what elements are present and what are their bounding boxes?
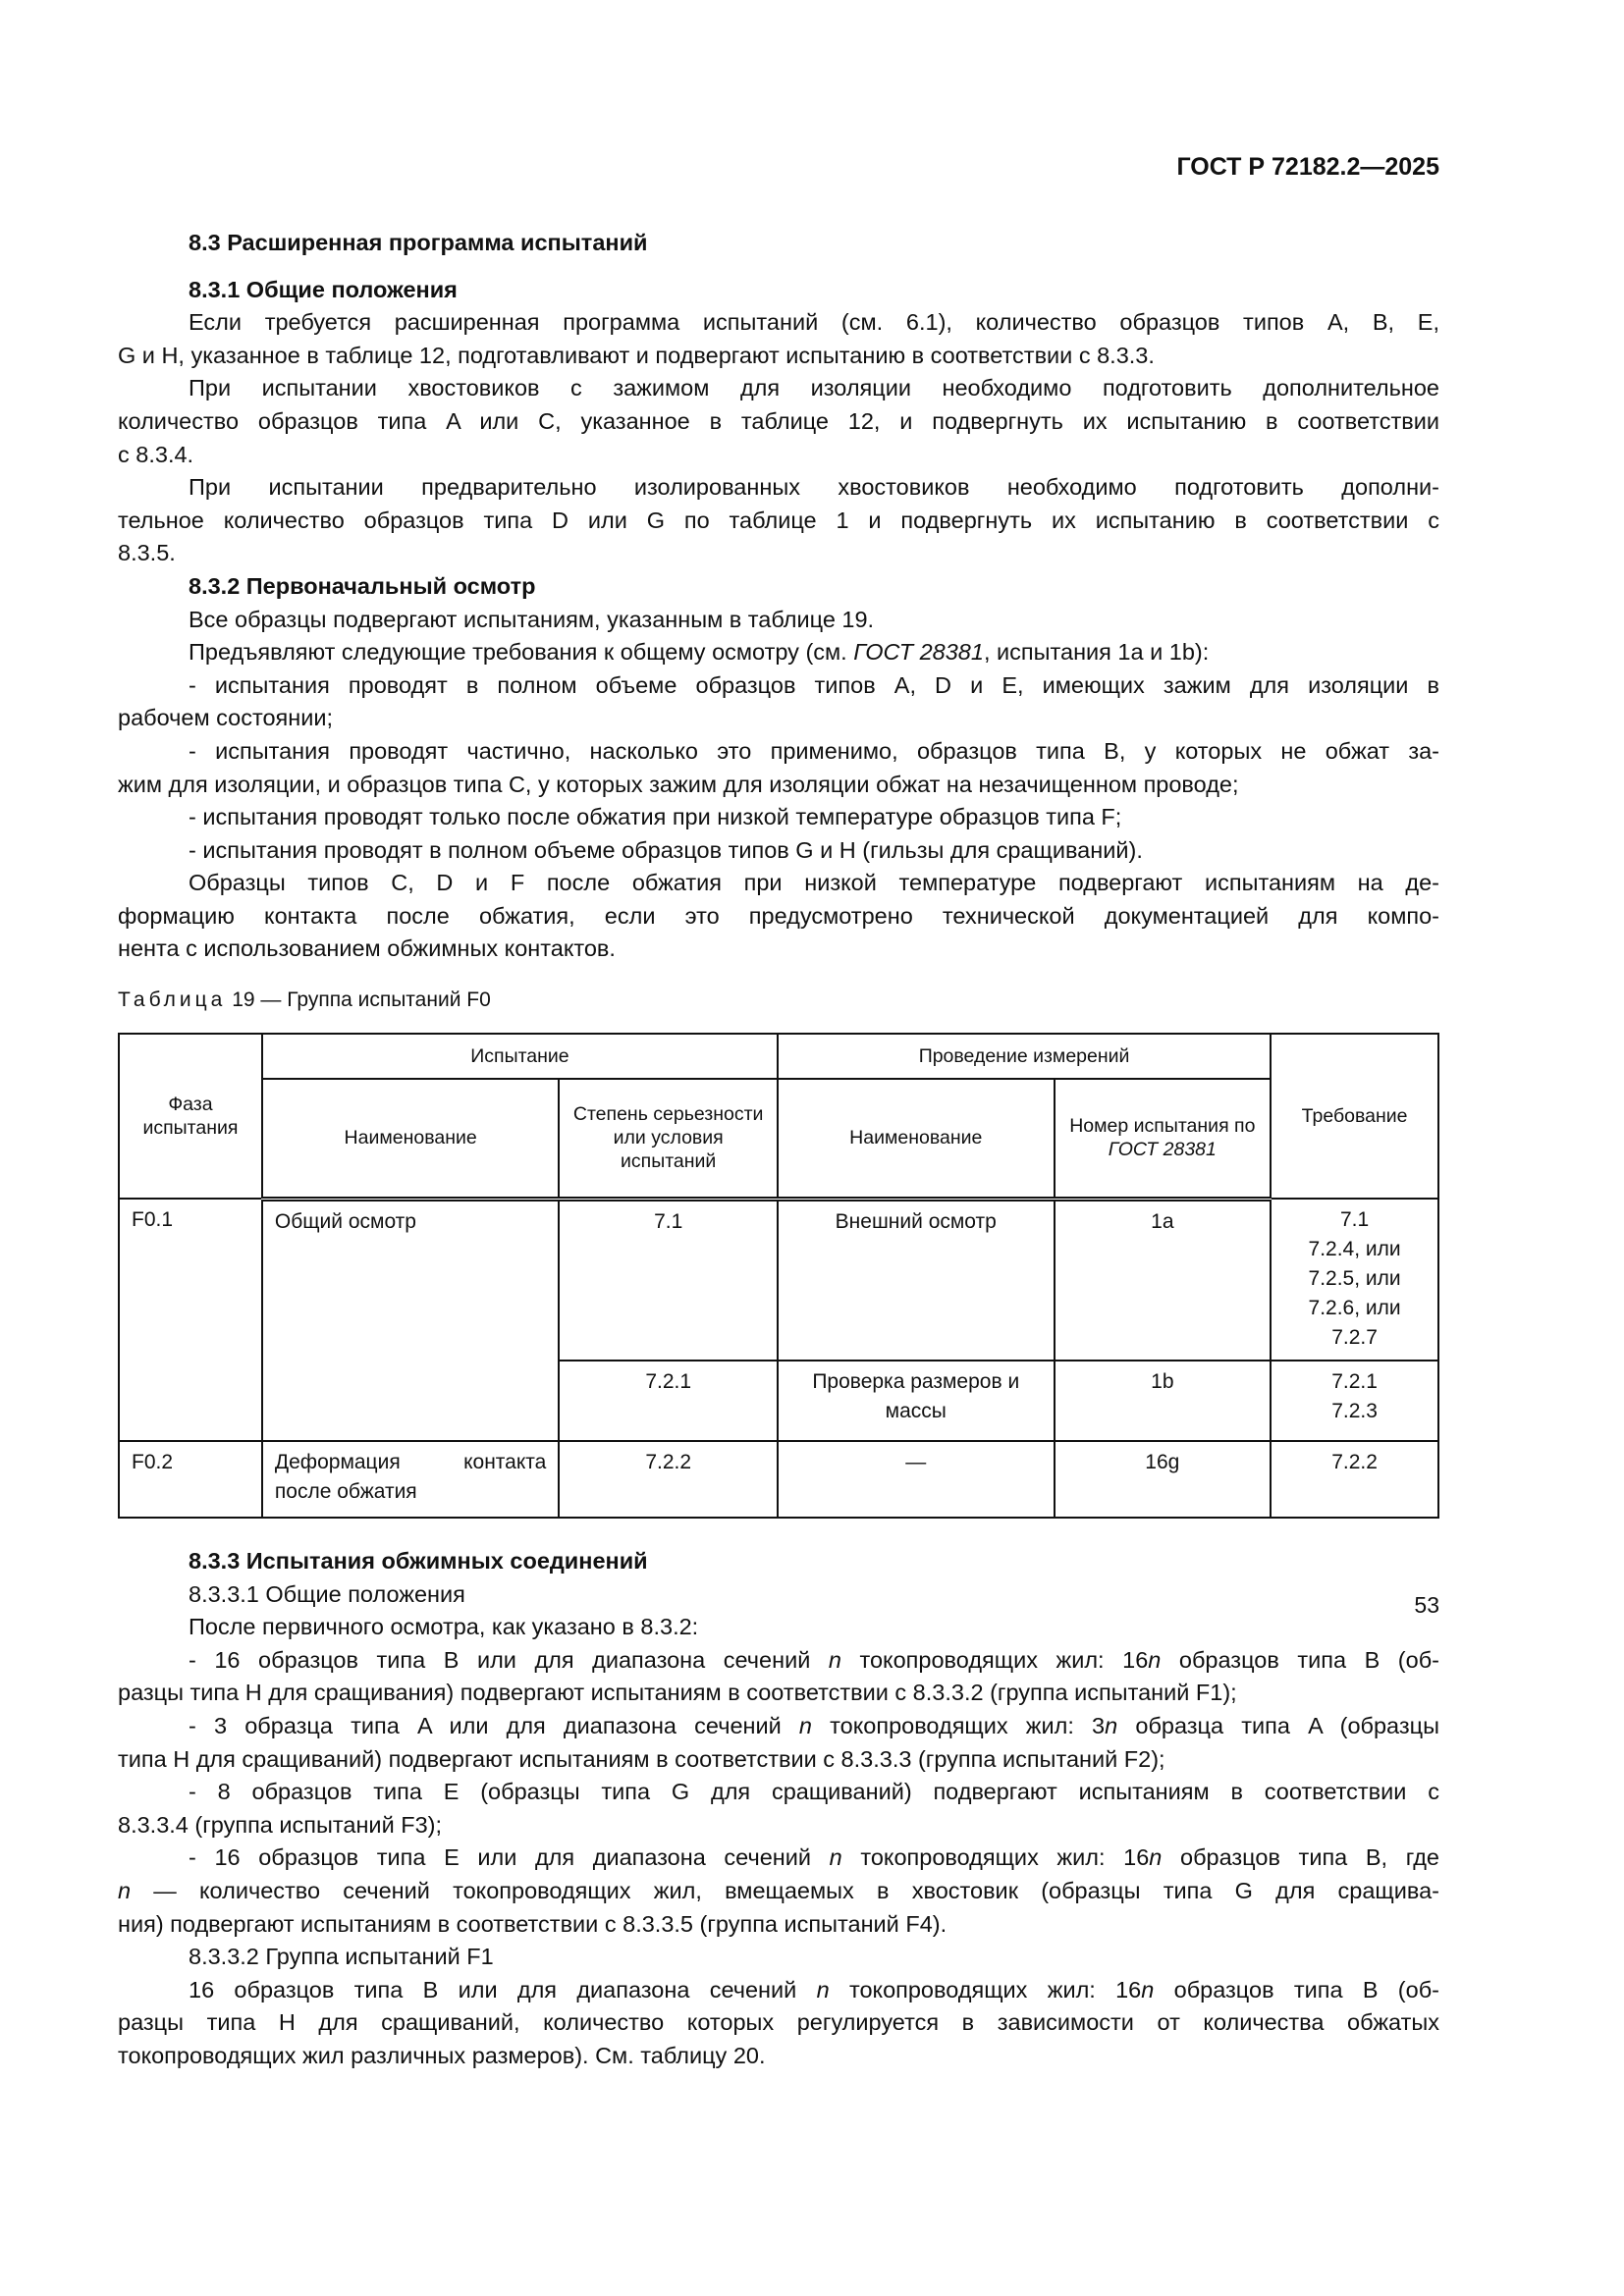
table-row bbox=[119, 1441, 1438, 1518]
paragraph-line: - испытания проводят только после обжатия при низкой температуре образцов типа F; bbox=[189, 804, 1122, 830]
cell-phase: F0.1 bbox=[119, 1199, 262, 1441]
header-test-number-prefix: Номер испытания по bbox=[1069, 1115, 1256, 1138]
paragraph-line: - 16 образцов типа E или для диапазона сечений n токопроводящих жил: 16n образцов типа B, где bbox=[189, 1844, 1439, 1871]
table-caption-title: 19 — Группа испытаний F0 bbox=[232, 988, 491, 1011]
cell-number: 16g bbox=[1055, 1441, 1272, 1518]
paragraph-line: количество образцов типа A или C, указанное в таблице 12, и подвергнуть их испытанию в соответствии bbox=[118, 407, 1439, 434]
table-row bbox=[119, 1199, 1438, 1361]
cell-test: Деформация контакта после обжатия bbox=[262, 1441, 559, 1518]
paragraph-line: G и H, указанное в таблице 12, подготавливают и подвергают испытанию в соответствии с 8.3.3. bbox=[118, 342, 1155, 368]
cell-requirement: 7.2.2 bbox=[1271, 1441, 1438, 1518]
paragraph-line: После первичного осмотра, как указано в 8.3.2: bbox=[189, 1614, 699, 1640]
section-heading: 8.3 Расширенная программа испытаний bbox=[189, 230, 648, 255]
paragraph-line: Все образцы подвергают испытаниям, указанным в таблице 19. bbox=[189, 606, 875, 632]
paragraph-line: При испытании хвостовиков с зажимом для изоляции необходимо подготовить дополнительное bbox=[189, 375, 1439, 401]
paragraph-line: типа H для сращиваний) подвергают испытаниям в соответствии с 8.3.3.3 (группа испытаний F2); bbox=[118, 1745, 1165, 1772]
paragraph-line: 8.3.3.4 (группа испытаний F3); bbox=[118, 1811, 442, 1838]
cell-measure: Проверка размеров и массы bbox=[778, 1361, 1055, 1441]
paragraph-line: рабочем состоянии; bbox=[118, 705, 334, 731]
paragraph-line: - 16 образцов типа B или для диапазона сечений n токопроводящих жил: 16n образцов типа B (об- bbox=[189, 1646, 1439, 1673]
paragraph-line: 8.3.3.1 Общие положения bbox=[189, 1580, 465, 1607]
page-number: 53 bbox=[1414, 1592, 1439, 1618]
cell-test: Общий осмотр bbox=[262, 1199, 559, 1441]
paragraph-line: Предъявляют следующие требования к общему осмотру (см. ГОСТ 28381, испытания 1a и 1b): bbox=[189, 639, 1210, 666]
italic-ref: n bbox=[118, 1877, 132, 1903]
italic-ref: n bbox=[816, 1976, 830, 2002]
paragraph-line: - 3 образца типа A или для диапазона сечений n токопроводящих жил: 3n образца типа A (образцы bbox=[189, 1712, 1439, 1738]
paragraph-line: тельное количество образцов типа D или G по таблице 1 и подвергнуть их испытанию в соответствии с bbox=[118, 507, 1439, 533]
cell-severity: 7.2.2 bbox=[559, 1441, 778, 1518]
paragraph-line: разцы типа H для сращивания) подвергают испытаниям в соответствии с 8.3.3.2 (группа испытаний F1); bbox=[118, 1680, 1237, 1706]
cell-measure: — bbox=[778, 1441, 1055, 1518]
paragraph-line: 8.3.5. bbox=[118, 540, 176, 566]
cell-requirement: 7.1 7.2.4, или 7.2.5, или 7.2.6, или 7.2.7 bbox=[1271, 1199, 1438, 1361]
italic-ref: n bbox=[798, 1712, 812, 1738]
paragraph-line: нента с использованием обжимных контактов. bbox=[118, 935, 616, 962]
paragraph-line: Образцы типов C, D и F после обжатия при низкой температуре подвергают испытаниям на де- bbox=[189, 870, 1439, 896]
header-test: Испытание bbox=[262, 1034, 778, 1079]
italic-ref: n bbox=[1148, 1646, 1162, 1673]
header-severity: Степень серьезности или условия испытаний bbox=[559, 1079, 778, 1199]
paragraph-line: n — количество сечений токопроводящих жил, вмещаемых в хвостовик (образцы типа G для сращива- bbox=[118, 1877, 1439, 1903]
cell-severity: 7.1 bbox=[559, 1199, 778, 1361]
italic-ref: n bbox=[1141, 1976, 1155, 2002]
header-requirement: Требование bbox=[1271, 1034, 1438, 1199]
table-caption-prefix: Таблица bbox=[118, 988, 227, 1011]
section-8-3-3-text bbox=[118, 1545, 1439, 2073]
italic-ref: n bbox=[828, 1646, 841, 1673]
section-heading: 8.3.3 Испытания обжимных соединений bbox=[189, 1548, 648, 1574]
paragraph-line: формацию контакта после обжатия, если это предусмотрено технической документацией для компо- bbox=[118, 902, 1439, 929]
paragraph-line: ния) подвергают испытаниям в соответствии с 8.3.3.5 (группа испытаний F4). bbox=[118, 1910, 947, 1937]
paragraph-line: Если требуется расширенная программа испытаний (см. 6.1), количество образцов типов A, B, E, bbox=[189, 309, 1439, 336]
paragraph-line: с 8.3.4. bbox=[118, 441, 194, 467]
test-group-table bbox=[118, 1033, 1439, 1519]
paragraph-line: токопроводящих жил различных размеров). См. таблицу 20. bbox=[118, 2042, 766, 2068]
header-phase: Фаза испытания bbox=[119, 1034, 262, 1199]
italic-ref: n bbox=[1149, 1844, 1163, 1871]
paragraph-line: - испытания проводят в полном объеме образцов типов G и H (гильзы для сращиваний). bbox=[189, 836, 1143, 863]
cell-severity: 7.2.1 bbox=[559, 1361, 778, 1441]
italic-ref: n bbox=[829, 1844, 842, 1871]
paragraph-line: разцы типа H для сращиваний, количество которых регулируется в зависимости от количества обжатых bbox=[118, 2009, 1439, 2036]
document-id-header: ГОСТ Р 72182.2—2025 bbox=[1176, 153, 1439, 181]
italic-ref: ГОСТ 28381 bbox=[853, 639, 984, 666]
cell-number: 1b bbox=[1055, 1361, 1272, 1441]
paragraph-line: При испытании предварительно изолированных хвостовиков необходимо подготовить дополни- bbox=[189, 474, 1439, 501]
section-heading: 8.3.1 Общие положения bbox=[189, 276, 458, 302]
header-test-number-ref: ГОСТ 28381 bbox=[1108, 1139, 1217, 1161]
cell-phase: F0.2 bbox=[119, 1441, 262, 1518]
header-measure: Проведение измерений bbox=[778, 1034, 1271, 1079]
paragraph-line: 8.3.3.2 Группа испытаний F1 bbox=[189, 1944, 494, 1970]
section-8-3-text bbox=[118, 227, 1439, 966]
italic-ref: n bbox=[1105, 1712, 1118, 1738]
cell-requirement: 7.2.1 7.2.3 bbox=[1271, 1361, 1438, 1441]
section-heading: 8.3.2 Первоначальный осмотр bbox=[189, 572, 536, 599]
header-test-number bbox=[1055, 1079, 1272, 1199]
header-test-name: Наименование bbox=[262, 1079, 559, 1199]
paragraph-line: - 8 образцов типа E (образцы типа G для сращиваний) подвергают испытаниям в соответствии с bbox=[189, 1779, 1439, 1805]
cell-measure: Внешний осмотр bbox=[778, 1199, 1055, 1361]
header-measure-name: Наименование bbox=[778, 1079, 1055, 1199]
table-caption bbox=[118, 988, 491, 1012]
paragraph-line: - испытания проводят в полном объеме образцов типов A, D и E, имеющих зажим для изоляции в bbox=[189, 671, 1439, 698]
paragraph-line: 16 образцов типа B или для диапазона сечений n токопроводящих жил: 16n образцов типа B (об- bbox=[189, 1976, 1439, 2002]
paragraph-line: жим для изоляции, и образцов типа C, у которых зажим для изоляции обжат на незачищенном проводе; bbox=[118, 771, 1239, 797]
paragraph-line: - испытания проводят частично, насколько это применимо, образцов типа B, у которых не обжат за- bbox=[189, 737, 1439, 764]
cell-number: 1a bbox=[1055, 1199, 1272, 1361]
